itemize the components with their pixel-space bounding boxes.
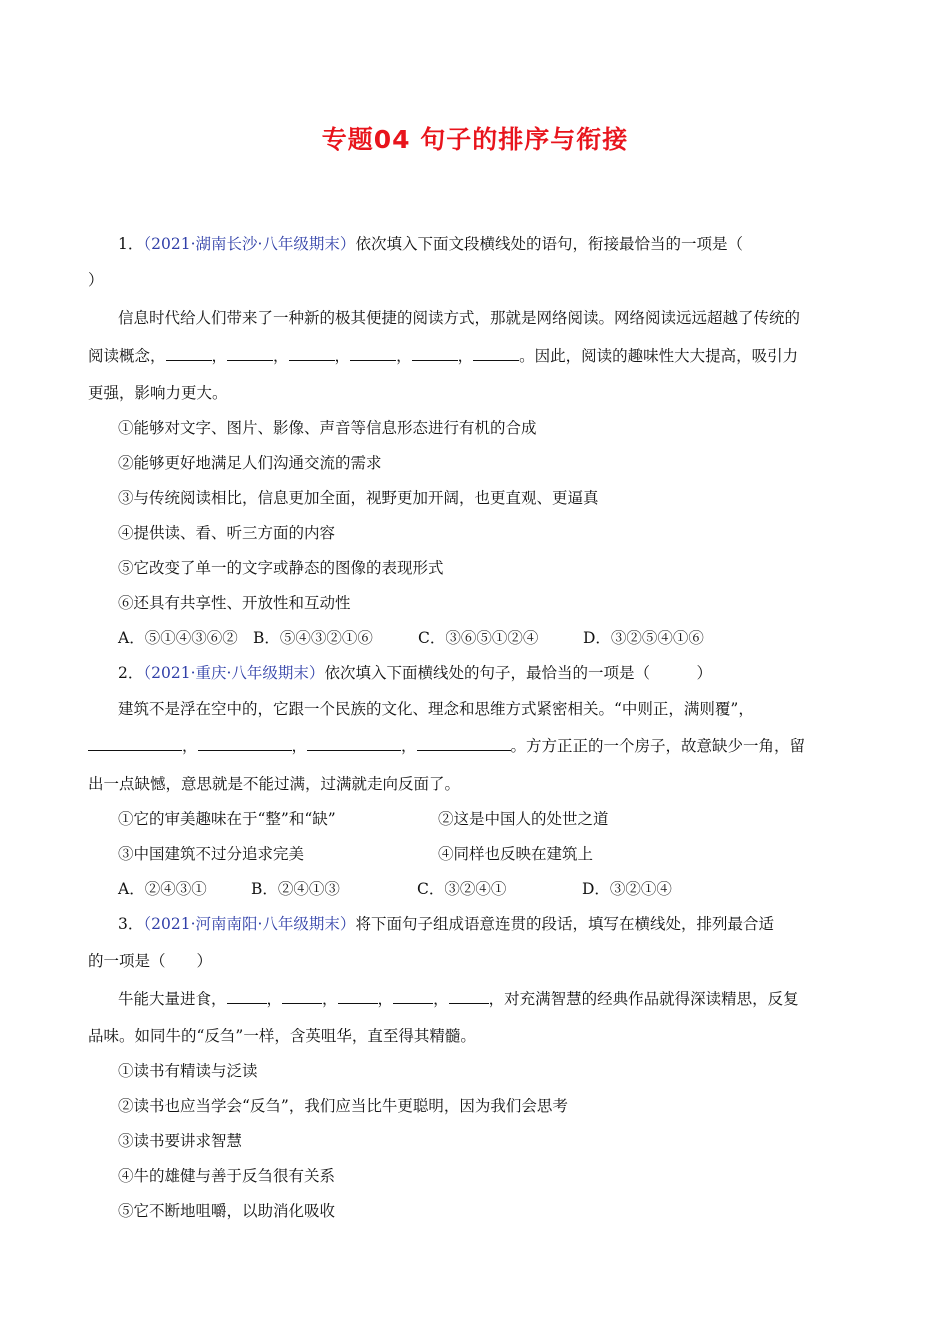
- q2-option-b[interactable]: B．②④①③: [251, 880, 340, 898]
- q2-option-c[interactable]: C．③②④①: [417, 880, 507, 898]
- q2-blank-4: [417, 736, 511, 751]
- q1-item: ④提供读、看、听三方面的内容: [118, 524, 336, 542]
- q3-passage-line2: 品味。如同牛的“反刍”一样，含英咀华，直至得其精髓。: [88, 1027, 476, 1045]
- q3-blank-5: [449, 989, 489, 1004]
- q1-item: ③与传统阅读相比，信息更加全面，视野更加开阔，也更直观、更逼真: [118, 489, 599, 507]
- q3-source[interactable]: （2021·河南南阳·八年级期末）: [143, 915, 356, 933]
- q1-option-a[interactable]: A．⑤①④③⑥②: [118, 629, 238, 647]
- q1-blank-4: [350, 346, 396, 361]
- q3-blank-2: [282, 989, 322, 1004]
- q1-blank-3: [289, 346, 335, 361]
- q2-items-row2: [118, 843, 860, 865]
- q1-item: ①能够对文字、图片、影像、声音等信息形态进行有机的合成: [118, 419, 537, 437]
- q1-stem: [118, 233, 860, 255]
- q3-item: ⑤它不断地咀嚼，以助消化吸收: [118, 1202, 336, 1220]
- q3-stem-end: 的一项是（ ）: [88, 952, 213, 970]
- q1-option-c[interactable]: C．③⑥⑤①②④: [418, 629, 539, 647]
- q1-item: ②能够更好地满足人们沟通交流的需求: [118, 454, 382, 472]
- q3-blank-3: [338, 989, 378, 1004]
- q2-item: ①它的审美趣味在于“整”和“缺”: [118, 810, 336, 828]
- q2-item: ④同样也反映在建筑上: [438, 845, 594, 863]
- page-title: 专题04 句子的排序与衔接: [321, 125, 629, 154]
- q2-items-row1: [118, 808, 860, 830]
- q3-item: ①读书有精读与泛读: [118, 1062, 258, 1080]
- q3-item: ④牛的雄健与善于反刍很有关系: [118, 1167, 336, 1185]
- q2-blank-2: [198, 736, 292, 751]
- q1-option-d[interactable]: D．③②⑤④①⑥: [583, 629, 704, 647]
- q1-passage-line3: 更强，影响力更大。: [88, 384, 228, 402]
- q2-option-a[interactable]: A．②④③①: [118, 880, 207, 898]
- q2-passage-line1: 建筑不是浮在空中的，它跟一个民族的文化、理念和思维方式紧密相关。“中则正，满则覆”，: [118, 700, 754, 718]
- q2-blank-1: [88, 736, 182, 751]
- q3-stem: [118, 913, 860, 935]
- q2-item: ③中国建筑不过分追求完美: [118, 845, 305, 863]
- q1-passage-line1: 信息时代给人们带来了一种新的极其便捷的阅读方式，那就是网络阅读。网络阅读远远超越了传统的: [118, 309, 801, 327]
- q2-passage-line3: 出一点缺憾，意思就是不能过满，过满就走向反面了。: [88, 775, 461, 793]
- q2-stem-text: 依次填入下面横线处的句子，最恰当的一项是（ ）: [324, 664, 712, 682]
- q2-passage-line2: ， ， ， 。方方正正的一个房子，故意缺少一角，留: [88, 735, 860, 757]
- q2-item: ②这是中国人的处世之道: [438, 810, 609, 828]
- q3-item: ③读书要讲求智慧: [118, 1132, 243, 1150]
- q2-stem: [118, 662, 860, 684]
- q2-option-d[interactable]: D．③②①④: [582, 880, 672, 898]
- q2-options: [118, 878, 860, 900]
- q3-passage-line1: 牛能大量进食， ， ， ， ， ，对充满智慧的经典作品就得深读精思，反复: [118, 990, 799, 1008]
- q3-number: 3．: [118, 915, 144, 933]
- q3-item: ②读书也应当学会“反刍”，我们应当比牛更聪明，因为我们会思考: [118, 1097, 568, 1115]
- q1-blank-6: [473, 346, 519, 361]
- q1-passage-line2: 阅读概念， ， ， ， ， ， 。因此，阅读的趣味性大大提高，吸引力: [88, 347, 799, 365]
- q1-options: [118, 627, 860, 649]
- q3-blank-4: [393, 989, 433, 1004]
- q2-source[interactable]: （2021·重庆·八年级期末）: [143, 664, 325, 682]
- q1-number: 1．: [118, 235, 144, 253]
- q1-blank-5: [412, 346, 458, 361]
- q1-item: ⑤它改变了单一的文字或静态的图像的表现形式: [118, 559, 444, 577]
- q3-blank-1: [227, 989, 267, 1004]
- q1-option-b[interactable]: B．⑤④③②①⑥: [253, 629, 373, 647]
- q1-stem-end: ）: [88, 271, 104, 289]
- q1-blank-1: [166, 346, 212, 361]
- q1-stem-text: 依次填入下面文段横线处的语句，衔接最恰当的一项是（: [355, 235, 743, 253]
- q1-source[interactable]: （2021·湖南长沙·八年级期末）: [143, 235, 356, 253]
- q2-number: 2．: [118, 664, 144, 682]
- q3-stem-text: 将下面句子组成语意连贯的段话，填写在横线处，排列最合适: [355, 915, 774, 933]
- q1-item: ⑥还具有共享性、开放性和互动性: [118, 594, 351, 612]
- q1-blank-2: [227, 346, 273, 361]
- q2-blank-3: [307, 736, 401, 751]
